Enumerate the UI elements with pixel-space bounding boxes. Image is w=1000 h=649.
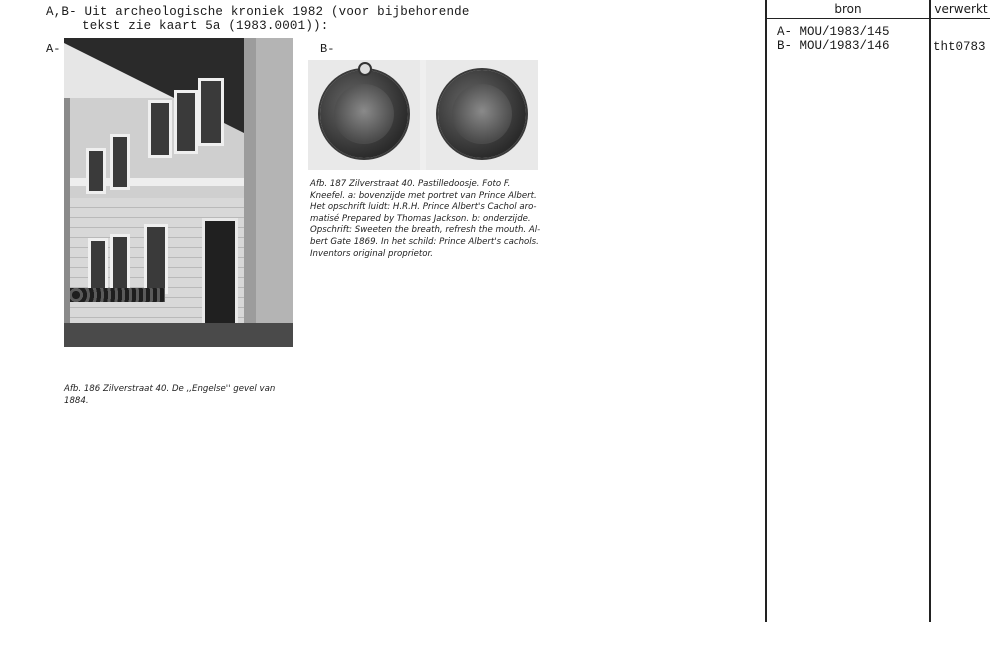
caption-b-line: bert Gate 1869. In het schild: Prince Albert's cachols. xyxy=(310,236,539,247)
heading-line-2: tekst zie kaart 5a (1983.0001)): xyxy=(82,19,329,33)
caption-b-line: matisé Prepared by Thomas Jackson. b: onderzijde. xyxy=(310,213,531,224)
caption-a-line: Afb. 186 Zilverstraat 40. De ,,Engelse'' gevel van xyxy=(64,384,276,394)
verwerkt-entry-b: tht0783 xyxy=(933,40,986,54)
caption-b-line: Inventors original proprietor. xyxy=(310,248,434,259)
column-header-verwerkt: verwerkt xyxy=(934,2,988,16)
medal-back xyxy=(438,70,526,158)
caption-b-line: Het opschrift luidt: H.R.H. Prince Albert's Cachol aro- xyxy=(310,202,537,213)
table-middle-border xyxy=(929,0,931,622)
heading-line-1: A,B- Uit archeologische kroniek 1982 (voor bijbehorende xyxy=(46,5,470,19)
caption-b-line: Kneefel. a: bovenzijde met portret van Prince Albert. xyxy=(310,190,537,201)
caption-b-line: Opschrift: Sweeten the breath, refresh the mouth. Al- xyxy=(310,225,541,236)
facade-photo xyxy=(64,38,293,347)
bron-entry-b: B- MOU/1983/146 xyxy=(777,39,890,53)
caption-b xyxy=(310,179,550,260)
caption-a-line: 1884. xyxy=(64,395,89,406)
column-header-bron: bron xyxy=(834,2,862,16)
medals-photo xyxy=(308,60,538,170)
figure-b-label: B- xyxy=(320,42,335,56)
figure-a-label: A- xyxy=(46,42,61,56)
medal-front xyxy=(320,70,408,158)
caption-a xyxy=(64,384,304,407)
caption-b-line: Afb. 187 Zilverstraat 40. Pastilledoosje. Foto F. xyxy=(310,179,511,189)
bron-entry-a: A- MOU/1983/145 xyxy=(777,25,890,39)
table-header-rule xyxy=(765,18,990,19)
table-left-border xyxy=(765,0,767,622)
